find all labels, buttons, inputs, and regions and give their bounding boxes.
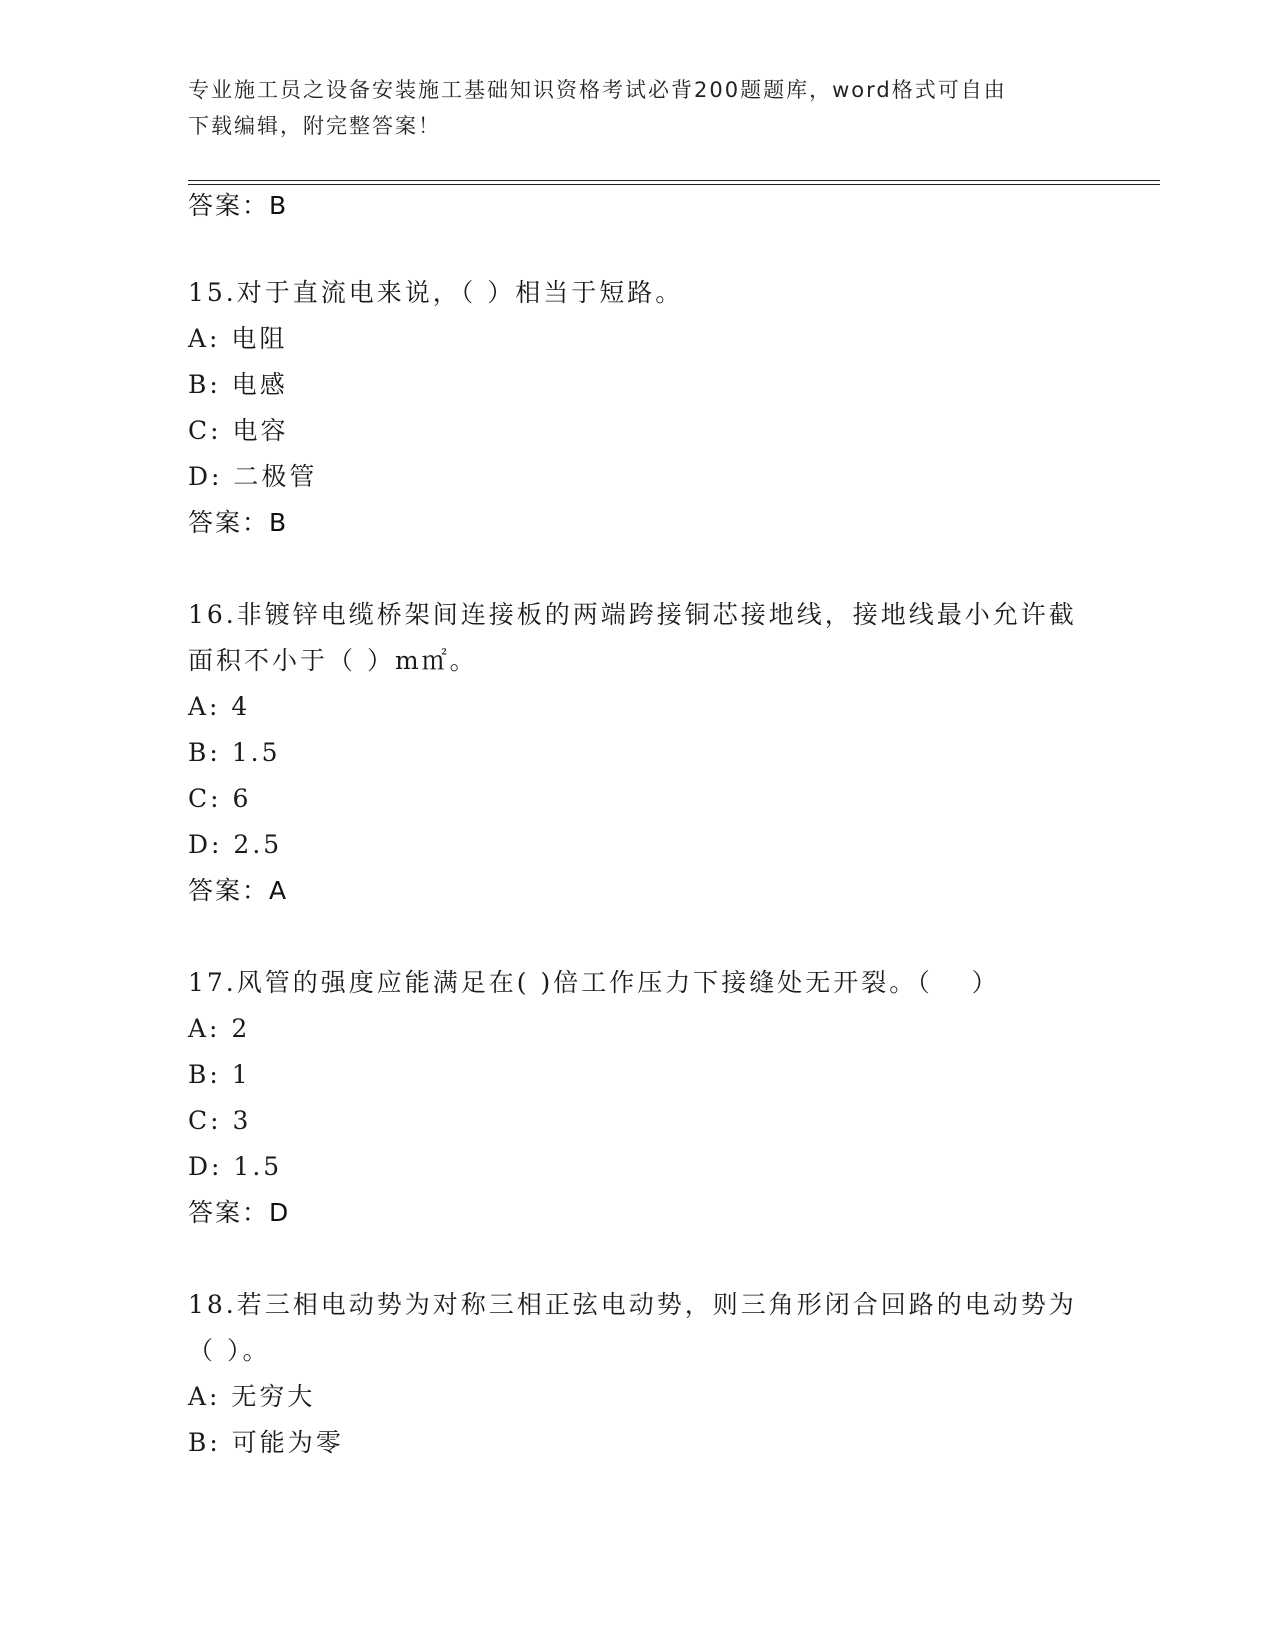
question-17: [188, 960, 1088, 1236]
option-d: D: 1.5: [188, 1152, 283, 1181]
question-list: [188, 188, 1088, 1466]
header-title-line-1: 专业施工员之设备安装施工基础知识资格考试必背200题题库，word格式可自由: [188, 78, 1007, 102]
question-stem: 15.对于直流电来说，（ ）相当于短路。: [188, 278, 684, 307]
question-16: [188, 592, 1088, 914]
question-15: [188, 270, 1088, 546]
answer: 答案：A: [188, 876, 289, 905]
answer: 答案：D: [188, 1198, 291, 1227]
option-a: A: 2: [188, 1014, 251, 1043]
question-stem: 18.若三相电动势为对称三相正弦电动势，则三角形闭合回路的电动势为（ ）。: [188, 1290, 1077, 1365]
answer: 答案：B: [188, 508, 289, 537]
previous-answer: 答案：B: [188, 191, 289, 220]
option-b: B: 电感: [188, 370, 288, 399]
option-a: A: 4: [188, 692, 251, 721]
option-c: C: 电容: [188, 416, 289, 445]
option-d: D: 2.5: [188, 830, 283, 859]
option-d: D: 二极管: [188, 462, 318, 491]
option-b: B: 1.5: [188, 738, 281, 767]
option-b: B: 可能为零: [188, 1428, 344, 1457]
question-stem: 17.风管的强度应能满足在( )倍工作压力下接缝处无开裂。（ ）: [188, 968, 1000, 997]
header-title-line-2: 下载编辑，附完整答案！: [188, 114, 441, 138]
header-divider-top: [188, 180, 1160, 181]
option-a: A: 无穷大: [188, 1382, 316, 1411]
question-stem: 16.非镀锌电缆桥架间连接板的两端跨接铜芯接地线，接地线最小允许截面积不小于（ ）m㎡。: [188, 600, 1077, 675]
option-b: B: 1: [188, 1060, 251, 1089]
option-c: C: 3: [188, 1106, 252, 1135]
page-header: [188, 72, 1088, 144]
option-c: C: 6: [188, 784, 252, 813]
option-a: A: 电阻: [188, 324, 288, 353]
question-18: [188, 1282, 1088, 1466]
